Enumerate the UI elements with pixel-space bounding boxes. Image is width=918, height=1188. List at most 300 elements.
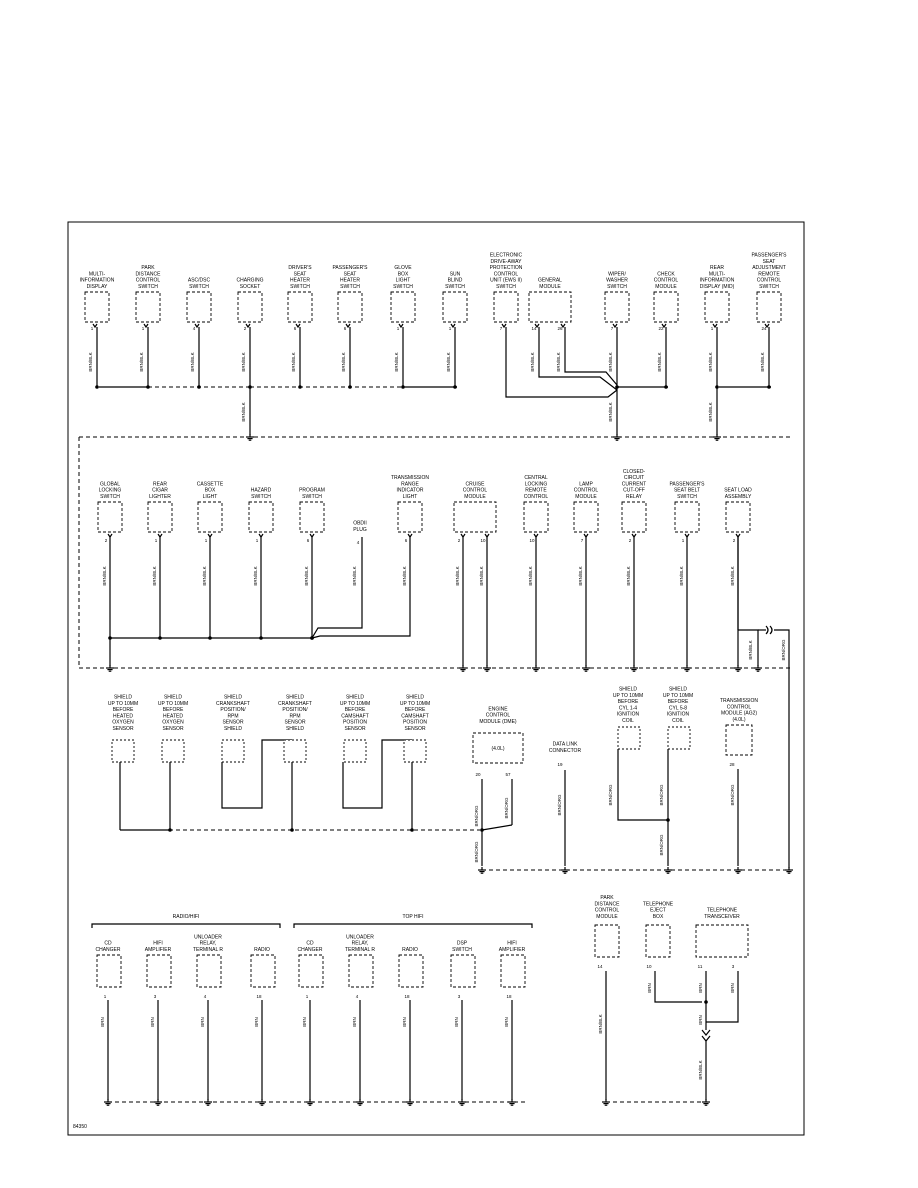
- components-layer: [85, 292, 781, 987]
- shield-box: [222, 740, 244, 762]
- component-label: SEAT: [343, 271, 357, 278]
- component-box: [524, 502, 548, 532]
- component-label: SEAT LOAD: [724, 487, 752, 494]
- component-label: SWITCH: [607, 284, 627, 290]
- wire-eject: [655, 971, 702, 1002]
- pin-number: 10: [480, 538, 486, 543]
- component-label: POSITION/: [220, 707, 246, 714]
- wire-label: BRN/BLK: [102, 566, 107, 586]
- component-label: INDICATOR: [396, 487, 424, 494]
- component-label: SWITCH: [302, 494, 322, 500]
- component-label: UP TO 10MM: [399, 700, 431, 707]
- component-label: TRANSMISSION: [719, 698, 759, 705]
- component-box: [726, 502, 750, 532]
- component-label: TELEPHONE: [706, 907, 738, 914]
- component-box: [136, 292, 160, 322]
- component-label: HIFI: [507, 940, 517, 947]
- shield-box: [668, 727, 690, 749]
- component-label: MODULE (AG2): [720, 710, 758, 717]
- wire-label: BRN/ORG: [659, 834, 664, 856]
- pin-number: 1: [90, 326, 94, 331]
- component-label: BOX: [204, 487, 216, 494]
- wire-label: BRN: [454, 1017, 459, 1027]
- component-label: HEATED: [163, 713, 183, 720]
- wire-label: BRN/ORG: [781, 639, 786, 661]
- connector-mark: [713, 324, 717, 327]
- wire-label: BRN/BLK: [730, 566, 735, 586]
- component-label: CONTROL: [135, 277, 161, 284]
- component-label: PASSENGER'S: [751, 252, 787, 259]
- component-label: DISPLAY (MID): [699, 284, 735, 290]
- shield-box: [284, 740, 306, 762]
- component-label: WIPER/: [608, 271, 626, 278]
- component-label: MODULE: [596, 914, 618, 920]
- component-label: UP TO 10MM: [339, 700, 371, 707]
- junction-dot: [95, 385, 99, 389]
- pin-number: 18: [404, 994, 410, 999]
- pin-number: 14: [531, 326, 537, 331]
- component-box: [288, 292, 312, 322]
- component-label: SHIELD: [668, 686, 688, 693]
- ecm-label: CONTROL: [485, 712, 511, 719]
- component-box: [605, 292, 629, 322]
- pin-number: 2: [628, 538, 632, 543]
- pin-number: 28: [729, 762, 735, 767]
- pin-number: 6: [306, 538, 310, 543]
- component-label: RELAY,: [199, 940, 217, 947]
- component-label: TELEPHONE: [642, 901, 674, 908]
- junction-dot: [168, 828, 172, 832]
- component-label: UNLOADER: [346, 934, 374, 941]
- group-title: TOP HIFI: [402, 914, 424, 920]
- pin-number: 6: [343, 326, 347, 331]
- component-label: POSITION: [403, 719, 427, 726]
- component-label: SENSOR: [344, 726, 366, 732]
- connector-mark: [144, 324, 148, 327]
- component-label: INFORMATION: [699, 277, 735, 284]
- pin-number: 14: [597, 964, 603, 969]
- component-label: CAMSHAFT: [341, 713, 369, 720]
- component-label: OXYGEN: [112, 719, 134, 726]
- labels-layer: [80, 253, 788, 1080]
- pin-number: 24: [761, 326, 767, 331]
- connector-mark: [736, 534, 740, 537]
- component-label: BOX: [397, 271, 409, 278]
- component-label: CHARGING: [236, 277, 264, 284]
- component-label: CONTROL: [653, 277, 679, 284]
- junction-dot: [290, 828, 294, 832]
- wire-label: BRN: [100, 1017, 105, 1027]
- pin-number: 1: [154, 538, 158, 543]
- component-label: MODULE: [575, 494, 597, 500]
- wire-label: BRN: [150, 1017, 155, 1027]
- component-label: PROGRAM: [299, 487, 325, 494]
- pin-number: 2: [243, 326, 247, 331]
- junction-dot: [666, 818, 670, 822]
- component-label: ASSEMBLY: [724, 494, 752, 500]
- component-label: LIGHT: [402, 494, 418, 500]
- ecm-box-text: (4.0L): [491, 746, 505, 752]
- component-label: SHIELD: [285, 726, 305, 732]
- pin-number: 4: [355, 994, 359, 999]
- component-label: CIGAR: [152, 487, 168, 494]
- component-label: PLUG: [353, 527, 367, 533]
- component-label: LOCKING: [524, 481, 548, 488]
- component-label: BEFORE: [112, 707, 134, 714]
- shield-box: [618, 727, 640, 749]
- wire-label: BRN/ORG: [608, 784, 613, 806]
- component-box: [529, 292, 571, 322]
- pin-number: 18: [256, 994, 262, 999]
- wire-label: BRN/BLK: [528, 566, 533, 586]
- component-box: [187, 292, 211, 322]
- component-label: OBDII: [353, 520, 367, 527]
- pin-number: 4: [356, 540, 360, 545]
- wire-label: BRN/ORG: [730, 784, 735, 806]
- component-label: DISTANCE: [135, 271, 161, 278]
- component-label: SWITCH: [251, 494, 271, 500]
- wire-label: BRN/ORG: [504, 797, 509, 819]
- component-label: CONTROL: [462, 487, 488, 494]
- component-box: [757, 292, 781, 322]
- component-label: UP TO 10MM: [157, 700, 189, 707]
- connector-mark: [108, 534, 112, 537]
- wire-ews: [506, 327, 617, 397]
- wire-label: BRN/BLK: [598, 1014, 603, 1034]
- component-label: SWITCH: [189, 284, 209, 290]
- component-label: SENSOR: [112, 726, 134, 732]
- component-label: SWITCH: [759, 284, 779, 290]
- component-label: TERMINAL R: [192, 947, 224, 953]
- wire-label: BRN/BLK: [608, 402, 613, 422]
- pin-number: 1: [141, 326, 145, 331]
- wire-label: BRN/BLK: [139, 352, 144, 372]
- component-label: AMPLIFIER: [498, 947, 526, 953]
- junction-dot: [310, 636, 314, 640]
- wire-label: BRN/BLK: [748, 640, 753, 660]
- component-label: UNLOADER: [194, 934, 222, 941]
- connector-mark: [195, 324, 199, 327]
- wire-label: BRN: [302, 1017, 307, 1027]
- component-label: SENSOR: [404, 726, 426, 732]
- connector-mark: [259, 534, 263, 537]
- pin-number: 2: [732, 538, 736, 543]
- component-box: [338, 292, 362, 322]
- component-label: RELAY: [625, 494, 643, 500]
- wire-brn-org: [774, 630, 789, 868]
- connector-mark: [399, 324, 403, 327]
- wire-label: BRN: [698, 1015, 703, 1025]
- pin-number: 22: [658, 326, 664, 331]
- pin-number: 7: [610, 326, 614, 331]
- component-label: COIL: [672, 718, 684, 724]
- connector-mark: [461, 534, 465, 537]
- component-label: TRANSMISSION: [390, 475, 430, 482]
- component-label: CIRCUIT: [623, 475, 645, 482]
- component-label: CHANGER: [95, 947, 121, 953]
- wire-general-module-14: [539, 327, 617, 390]
- component-label: CONTROL: [493, 271, 519, 278]
- component-label: BEFORE: [162, 707, 184, 714]
- component-label: BEFORE: [667, 699, 689, 706]
- component-box: [705, 292, 729, 322]
- component-label: TERMINAL R: [344, 947, 376, 953]
- wire-label: BRN/BLK: [760, 352, 765, 372]
- component-label: CONTROL: [756, 277, 782, 284]
- component-label: SUN: [449, 271, 461, 278]
- wire-label: BRN/BLK: [291, 352, 296, 372]
- component-label: SHIELD: [163, 694, 183, 701]
- group-title: RADIO/HIFI: [172, 914, 200, 920]
- pin-number: 1: [255, 538, 259, 543]
- component-box: [501, 955, 525, 987]
- component-label: RPM: [227, 713, 239, 720]
- connector-mark: [296, 324, 300, 327]
- component-label: LIGHT: [202, 494, 218, 500]
- component-label: EJECT: [650, 907, 666, 914]
- component-box: [147, 955, 171, 987]
- pin-number: 1: [103, 994, 107, 999]
- pin-number: 6: [293, 326, 297, 331]
- wire-label: BRN: [504, 1017, 509, 1027]
- component-label: DRIVER'S: [288, 265, 312, 272]
- component-label: CYL 1-4: [618, 705, 638, 712]
- component-label: LAMP: [579, 481, 593, 488]
- component-label: CONTROL: [726, 704, 752, 711]
- wire-label: BRN/BLK: [578, 566, 583, 586]
- wire-label: BRN: [730, 983, 735, 993]
- wire-label: BRN/ORG: [659, 784, 664, 806]
- junction-dot: [704, 1000, 708, 1004]
- component-label: CONTROL: [523, 494, 549, 500]
- wire-label: BRN: [254, 1017, 259, 1027]
- component-box: [398, 502, 422, 532]
- wire-label: BRN/BLK: [241, 352, 246, 372]
- component-label: SWITCH: [393, 284, 413, 290]
- pin-number: 57: [505, 772, 511, 777]
- component-box: [675, 502, 699, 532]
- component-box: [198, 502, 222, 532]
- wire-label: BRN/BLK: [352, 566, 357, 586]
- component-label: UP TO 10MM: [107, 700, 139, 707]
- component-label: ASC/DSC: [187, 277, 211, 284]
- component-label: CD: [306, 940, 314, 947]
- connector-mark: [613, 324, 617, 327]
- wire-obdii: [312, 537, 362, 638]
- component-label: PARK: [600, 895, 614, 902]
- wire-label: BRN/BLK: [657, 352, 662, 372]
- component-label: SWITCH: [445, 284, 465, 290]
- wire-label: BRN/ORG: [474, 805, 479, 827]
- component-box: [399, 955, 423, 987]
- connector-mark: [246, 324, 250, 327]
- component-label: DSP: [456, 940, 468, 947]
- wire-label: BRN/BLK: [241, 402, 246, 422]
- component-label: SHIELD: [285, 694, 305, 701]
- component-label: SENSOR: [162, 726, 184, 732]
- component-label: LOCKING: [98, 487, 122, 494]
- wire-label: BRN/BLK: [202, 566, 207, 586]
- component-box: [654, 292, 678, 322]
- wire-label: BRN/BLK: [152, 566, 157, 586]
- component-label: CENTRAL: [524, 475, 548, 482]
- pin-number: 3: [153, 994, 157, 999]
- component-label: PROTECTION: [489, 265, 523, 272]
- component-label: (4.0L): [732, 717, 746, 723]
- wire-label: BRN/BLK: [190, 352, 195, 372]
- component-label: REMOTE: [525, 487, 547, 494]
- component-label: SWITCH: [340, 284, 360, 290]
- shield-box: [112, 740, 134, 762]
- component-label: CHECK: [657, 271, 675, 278]
- component-label: SHIELD: [405, 694, 425, 701]
- component-box: [85, 292, 109, 322]
- junction-dot: [480, 828, 484, 832]
- component-label: HIFI: [153, 940, 163, 947]
- pin-number: 19: [557, 762, 563, 767]
- connector-mark: [158, 534, 162, 537]
- connector-mark: [346, 324, 350, 327]
- wire-label: BRN/BLK: [479, 566, 484, 586]
- ecm-label: ENGINE: [488, 706, 508, 713]
- component-label: GENERAL: [538, 277, 562, 284]
- wire-label: BRN/BLK: [708, 402, 713, 422]
- component-label: UP TO 10MM: [612, 692, 644, 699]
- component-label: CLOSED-: [622, 468, 646, 475]
- connector-mark: [310, 534, 314, 537]
- component-label: RPM: [289, 713, 301, 720]
- component-label: RADIO: [402, 947, 418, 953]
- component-box: [238, 292, 262, 322]
- component-box: [148, 502, 172, 532]
- component-label: MODULE: [464, 494, 486, 500]
- component-box: [251, 955, 275, 987]
- component-label: AMPLIFIER: [144, 947, 172, 953]
- wire-label: BRN/ORG: [557, 794, 562, 816]
- pin-number: 7: [580, 538, 584, 543]
- component-label: RELAY,: [351, 940, 369, 947]
- component-label: PARK: [141, 265, 155, 272]
- component-label: SEAT: [293, 271, 307, 278]
- connector-mark: [502, 324, 506, 327]
- component-label: IGNITION: [666, 711, 690, 718]
- component-box: [443, 292, 467, 322]
- component-label: RANGE: [401, 481, 419, 488]
- component-label: DISPLAY: [86, 284, 108, 290]
- ecm-label: MODULE (DME): [479, 719, 517, 725]
- component-label: CYL 5-8: [668, 705, 688, 712]
- wire-label: BRN/BLK: [530, 352, 535, 372]
- component-label: PASSENGER'S: [332, 265, 368, 272]
- diagram-frame: [68, 222, 804, 1135]
- component-label: MODULE: [655, 284, 677, 290]
- component-label: SHIELD: [223, 694, 243, 701]
- component-label: SEAT: [762, 258, 776, 265]
- component-label: MULTI-: [88, 271, 106, 278]
- pin-number: 10: [529, 538, 535, 543]
- wire-label: BRN/BLK: [402, 566, 407, 586]
- wire-label: BRN: [698, 983, 703, 993]
- component-label: MODULE: [539, 284, 561, 290]
- component-box: [595, 925, 619, 957]
- component-box: [622, 502, 646, 532]
- connector-mark: [534, 534, 538, 537]
- component-box: [299, 955, 323, 987]
- component-label: REMOTE: [758, 271, 780, 278]
- wire-label: BRN/BLK: [341, 352, 346, 372]
- component-label: SEAT BELT: [673, 487, 701, 494]
- component-label: BEFORE: [344, 707, 366, 714]
- pin-number: 11: [697, 964, 703, 969]
- component-label: CRANKSHAFT: [216, 700, 250, 707]
- component-label: SWITCH: [100, 494, 120, 500]
- component-label: SHIELD: [345, 694, 365, 701]
- component-label: IGNITION: [616, 711, 640, 718]
- wire-label: BRN: [200, 1017, 205, 1027]
- pin-number: 1: [681, 538, 685, 543]
- wire-label: BRN/BLK: [88, 352, 93, 372]
- component-box: [646, 925, 670, 957]
- connector-mark: [408, 534, 412, 537]
- component-label: SHIELD: [618, 686, 638, 693]
- component-label: HEATER: [340, 277, 360, 284]
- component-box: [454, 502, 496, 532]
- component-label: SHIELD: [113, 694, 133, 701]
- pin-number: 1: [305, 994, 309, 999]
- figure-id: 84350: [73, 1124, 87, 1130]
- component-label: WASHER: [606, 277, 628, 284]
- pin-number: 2: [457, 538, 461, 543]
- component-label: CONTROL: [573, 487, 599, 494]
- component-label: SENSOR: [284, 719, 306, 726]
- component-label: PASSENGER'S: [669, 481, 705, 488]
- component-label: HAZARD: [250, 487, 272, 494]
- component-label: SHIELD: [223, 726, 243, 732]
- component-label: ELECTRONIC: [489, 252, 523, 259]
- component-label: BEFORE: [404, 707, 426, 714]
- shield-box: [404, 740, 426, 762]
- pin-number: 2: [104, 538, 108, 543]
- component-label: CURRENT: [621, 481, 647, 488]
- wire-label: BRN/BLK: [446, 352, 451, 372]
- wire-label: BRN/BLK: [698, 1060, 703, 1080]
- wire-label: BRN/BLK: [708, 352, 713, 372]
- component-label: POSITION: [343, 719, 367, 726]
- component-label: LIGHTER: [149, 494, 171, 500]
- pin-number: 20: [475, 772, 481, 777]
- component-box: [494, 292, 518, 322]
- component-label: CRUISE: [465, 481, 485, 488]
- component-label: COIL: [622, 718, 634, 724]
- junction-dot: [410, 828, 414, 832]
- tcm-box: [726, 725, 752, 755]
- connector-mark: [208, 534, 212, 537]
- component-label: DATA LINK: [552, 741, 578, 748]
- wire-label: BRN/BLK: [556, 352, 561, 372]
- shield-box: [344, 740, 366, 762]
- pin-number: 1: [710, 326, 714, 331]
- component-label: INFORMATION: [79, 277, 115, 284]
- wire-label: BRN/BLK: [608, 352, 613, 372]
- inline-connector: [766, 626, 772, 634]
- component-label: GLOBAL: [99, 481, 121, 488]
- pin-number: 7: [499, 326, 503, 331]
- wire-label: BRN: [402, 1017, 407, 1027]
- pin-number: 1: [448, 326, 452, 331]
- connector-mark: [632, 534, 636, 537]
- component-box: [97, 955, 121, 987]
- component-label: TRANSCEIVER: [704, 914, 740, 920]
